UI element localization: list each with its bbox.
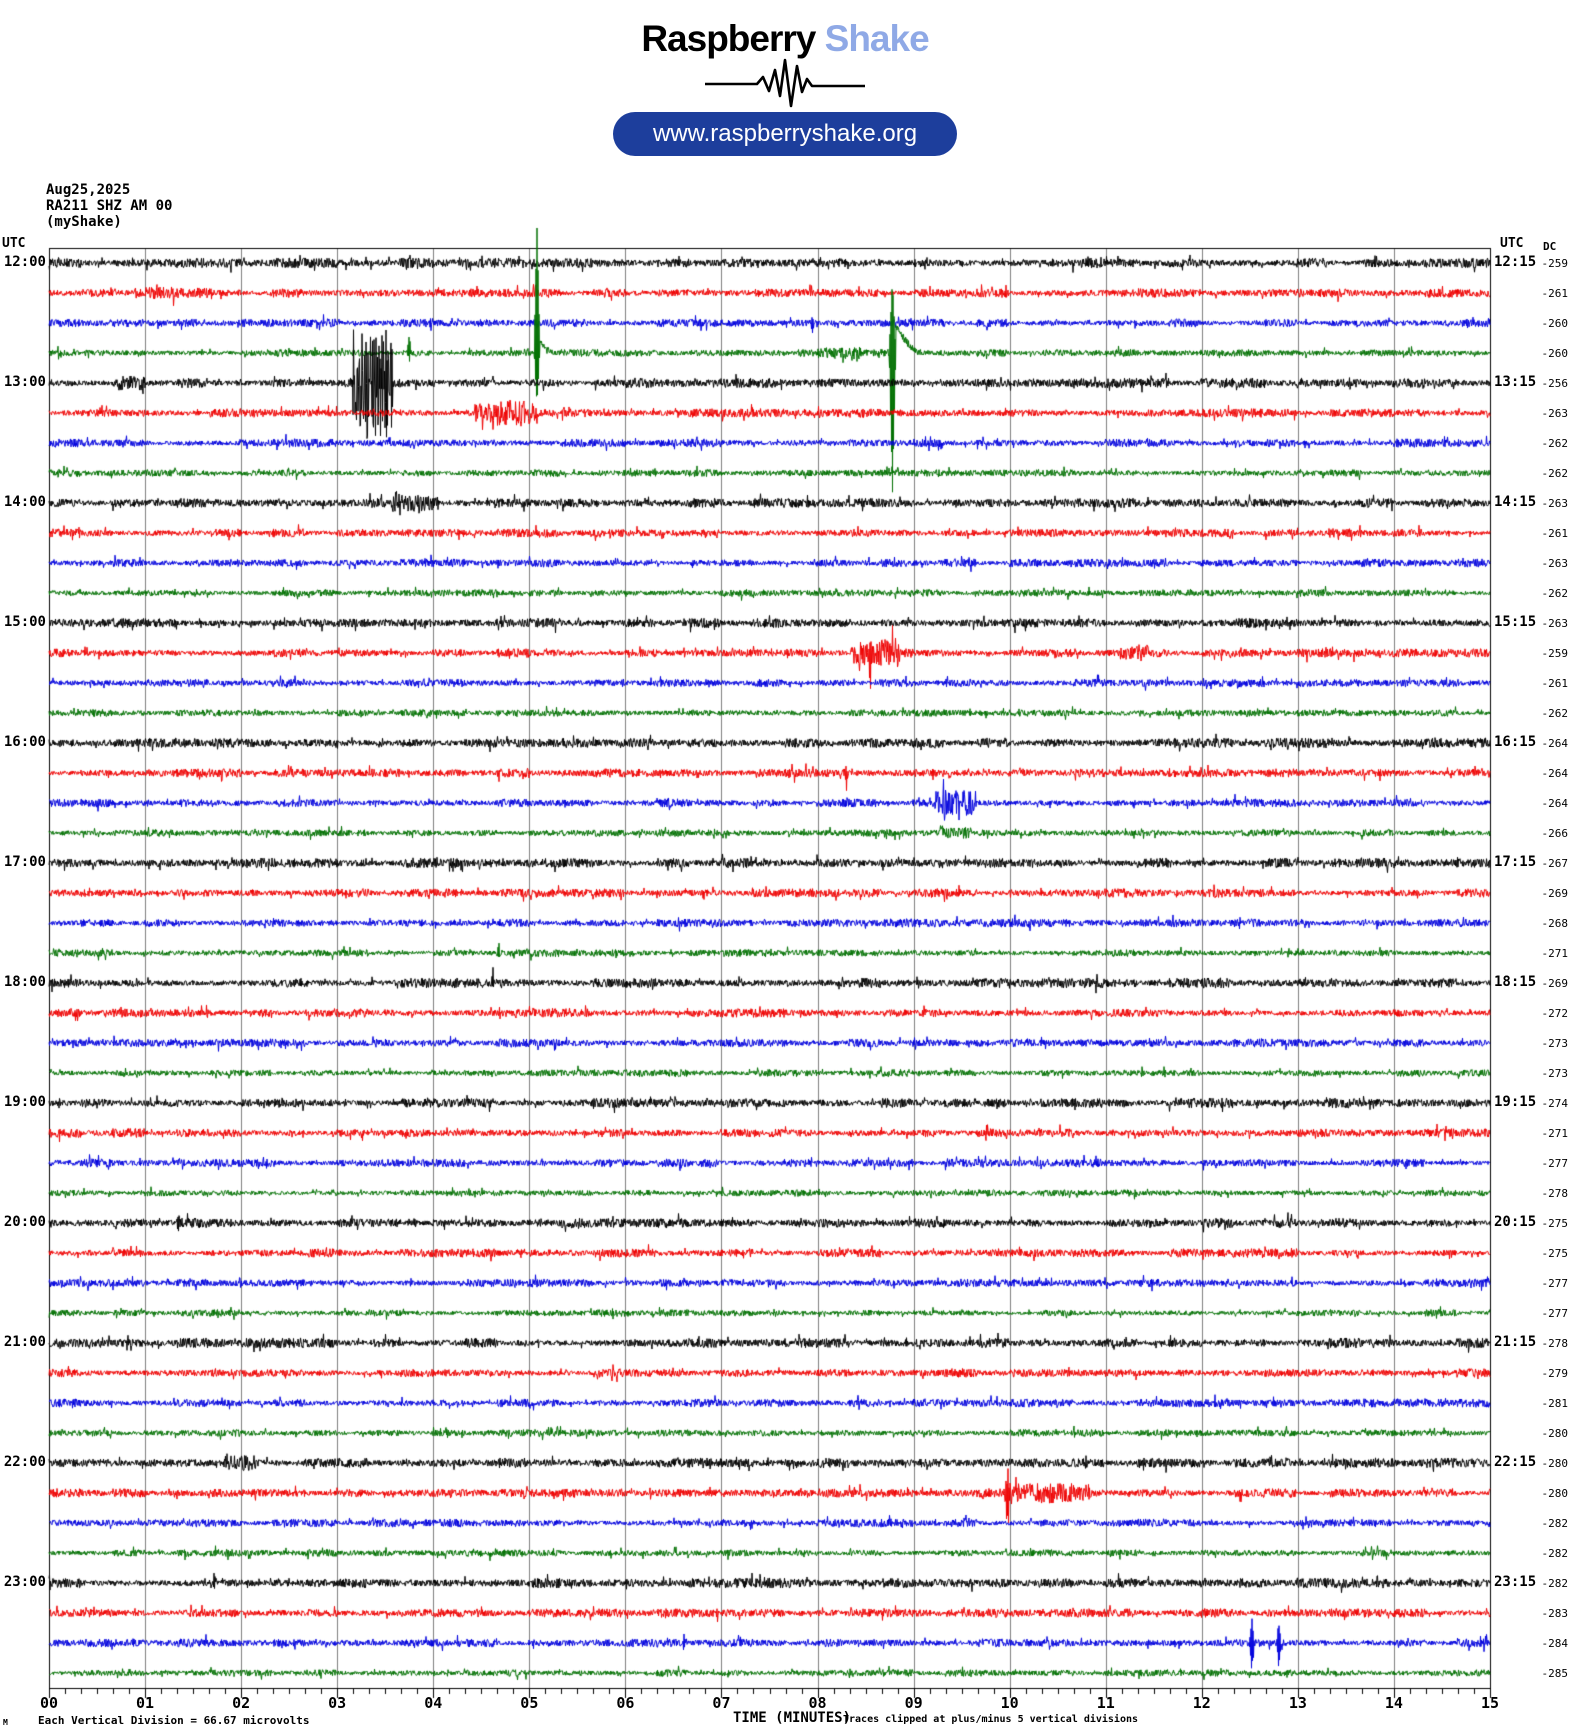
- dc-value: -277: [1541, 1277, 1568, 1290]
- dc-value: -284: [1541, 1637, 1568, 1650]
- hour-label: 21:00: [3, 1334, 46, 1350]
- dc-value: -272: [1541, 1007, 1568, 1020]
- x-tick-label: 05: [520, 1694, 539, 1712]
- dc-value: -283: [1541, 1607, 1568, 1620]
- dc-value: -275: [1541, 1247, 1568, 1260]
- x-tick-label: 11: [1096, 1694, 1115, 1712]
- right-time-label: 23:15: [1494, 1574, 1537, 1590]
- dc-value: -274: [1541, 1097, 1568, 1110]
- dc-value: -275: [1541, 1217, 1568, 1230]
- dc-value: -282: [1541, 1517, 1568, 1530]
- dc-value: -264: [1541, 797, 1568, 810]
- dc-value: -280: [1541, 1457, 1568, 1470]
- hour-label: 23:00: [3, 1574, 46, 1590]
- dc-value: -278: [1541, 1337, 1568, 1350]
- x-axis-title: TIME (MINUTES): [733, 1710, 852, 1726]
- dc-value: -273: [1541, 1037, 1568, 1050]
- right-time-label: 21:15: [1494, 1334, 1537, 1350]
- x-tick-label: 07: [712, 1694, 731, 1712]
- dc-value: -271: [1541, 1127, 1568, 1140]
- dc-value: -277: [1541, 1307, 1568, 1320]
- dc-value: -277: [1541, 1157, 1568, 1170]
- right-time-label: 13:15: [1494, 374, 1537, 390]
- dc-value: -263: [1541, 617, 1568, 630]
- hour-label: 20:00: [3, 1214, 46, 1230]
- dc-value: -282: [1541, 1547, 1568, 1560]
- dc-value: -267: [1541, 857, 1568, 870]
- hour-label: 12:00: [3, 254, 46, 270]
- dc-value: -268: [1541, 917, 1568, 930]
- dc-value: -260: [1541, 317, 1568, 330]
- right-time-label: 15:15: [1494, 614, 1537, 630]
- right-time-label: 16:15: [1494, 734, 1537, 750]
- right-time-label: 19:15: [1494, 1094, 1537, 1110]
- dc-value: -263: [1541, 407, 1568, 420]
- corner-mark: M: [3, 1718, 8, 1727]
- dc-value: -280: [1541, 1427, 1568, 1440]
- hour-label: 15:00: [3, 614, 46, 630]
- x-tick-label: 00: [39, 1694, 59, 1712]
- right-time-label: 18:15: [1494, 974, 1537, 990]
- right-time-label: 14:15: [1494, 494, 1537, 510]
- hour-label: 17:00: [3, 854, 46, 870]
- x-tick-label: 10: [1000, 1694, 1019, 1712]
- dc-value: -261: [1541, 287, 1568, 300]
- dc-value: -260: [1541, 347, 1568, 360]
- x-tick-label: 08: [808, 1694, 827, 1712]
- dc-value: -263: [1541, 497, 1568, 510]
- dc-value: -282: [1541, 1577, 1568, 1590]
- x-tick-label: 02: [232, 1694, 251, 1712]
- hour-label: 19:00: [3, 1094, 46, 1110]
- hour-label: 22:00: [3, 1454, 46, 1470]
- hour-label: 13:00: [3, 374, 46, 390]
- dc-value: -264: [1541, 737, 1568, 750]
- dc-value: -269: [1541, 977, 1568, 990]
- dc-value: -263: [1541, 557, 1568, 570]
- dc-value: -262: [1541, 707, 1568, 720]
- dc-value: -273: [1541, 1067, 1568, 1080]
- dc-value: -259: [1541, 647, 1568, 660]
- dc-value: -266: [1541, 827, 1568, 840]
- vertical-division-note: Each Vertical Division = 66.67 microvolts: [38, 1714, 310, 1727]
- dc-value: -279: [1541, 1367, 1568, 1380]
- hour-label: 18:00: [3, 974, 46, 990]
- right-time-label: 22:15: [1494, 1454, 1537, 1470]
- dc-value: -278: [1541, 1187, 1568, 1200]
- dc-value: -285: [1541, 1667, 1568, 1680]
- x-tick-label: 01: [136, 1694, 155, 1712]
- dc-value: -262: [1541, 437, 1568, 450]
- x-tick-label: 15: [1480, 1694, 1500, 1712]
- x-tick-label: 12: [1192, 1694, 1211, 1712]
- dc-value: -281: [1541, 1397, 1568, 1410]
- x-tick-label: 03: [328, 1694, 347, 1712]
- x-tick-label: 04: [424, 1694, 443, 1712]
- x-tick-label: 09: [904, 1694, 923, 1712]
- dc-value: -271: [1541, 947, 1568, 960]
- dc-value: -280: [1541, 1487, 1568, 1500]
- dc-value: -262: [1541, 467, 1568, 480]
- right-time-label: 17:15: [1494, 854, 1537, 870]
- dc-value: -259: [1541, 257, 1568, 270]
- dc-value: -262: [1541, 587, 1568, 600]
- dc-value: -269: [1541, 887, 1568, 900]
- hour-label: 16:00: [3, 734, 46, 750]
- dc-value: -256: [1541, 377, 1568, 390]
- hour-label: 14:00: [3, 494, 46, 510]
- right-time-label: 12:15: [1494, 254, 1537, 270]
- x-tick-label: 06: [616, 1694, 635, 1712]
- dc-value: -264: [1541, 767, 1568, 780]
- right-time-label: 20:15: [1494, 1214, 1537, 1230]
- dc-value: -261: [1541, 527, 1568, 540]
- clip-note: Traces clipped at plus/minus 5 vertical divisions: [843, 1714, 1139, 1725]
- x-tick-label: 14: [1384, 1694, 1403, 1712]
- x-tick-label: 13: [1288, 1694, 1307, 1712]
- dc-value: -261: [1541, 677, 1568, 690]
